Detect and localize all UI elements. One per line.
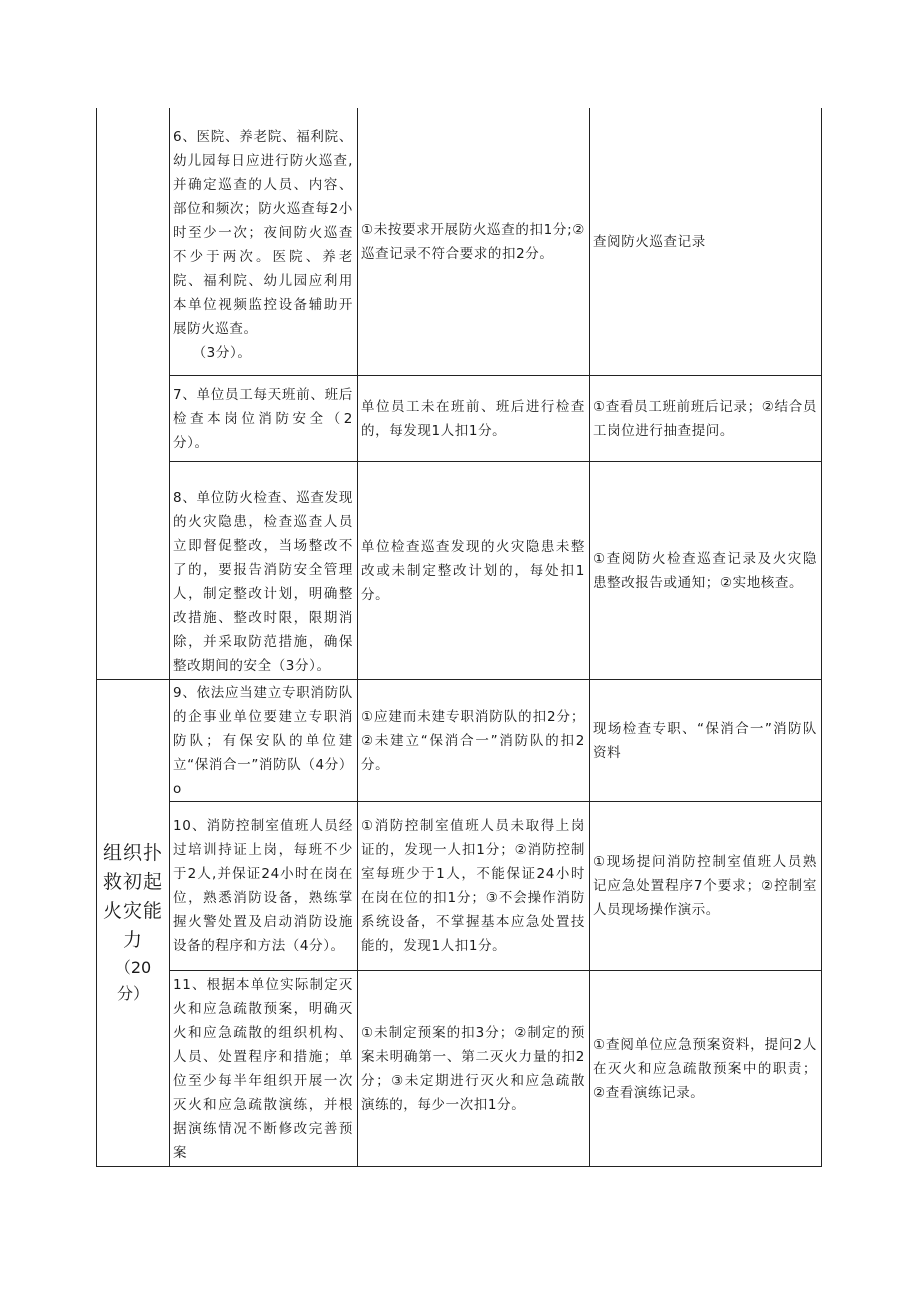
category-cell xyxy=(97,680,169,1166)
table-row-item: 10、消防控制室值班人员经过培训持证上岗，每班不少于2人,并保证24小时在岗在位，熟悉消防设备，熟练掌握火警处置及启动消防设施设备的程序和方法（4分）。 xyxy=(173,818,353,954)
table-row-item: 6、医院、养老院、福利院、幼儿园每日应进行防火巡查,并确定巡查的人员、内容、部位和频次；防火巡查每2小时至少一次；夜间防火巡查不少于两次。医院、养老院、福利院、幼儿园应利用本单位视频监控设备辅助开展防火巡查。 （3分）。 xyxy=(173,128,353,361)
assessment-table xyxy=(96,108,822,1167)
table-row-item: 7、单位员工每天班前、班后检查本岗位消防安全（2分）。 xyxy=(173,386,353,451)
table-row-item: 11、根据本单位实际制定灭火和应急疏散预案，明确灭火和应急疏散的组织机构、人员、处置程序和措施；单位至少每半年组织开展一次灭火和应急疏散演练，并根据演练情况不断修改完善预案 xyxy=(173,976,353,1161)
table-row-deduction: ①未按要求开展防火巡查的扣1分;②巡查记录不符合要求的扣2分。 xyxy=(361,221,585,262)
table-border-bottom xyxy=(96,1166,822,1167)
table-row-method: 查阅防火巡查记录 xyxy=(593,233,706,250)
table-row-method: ①查阅防火检查巡查记录及火灾隐患整改报告或通知；②实地核查。 xyxy=(593,550,817,591)
table-row-method: ①现场提问消防控制室值班人员熟记应急处置程序7个要求；②控制室人员现场操作演示。 xyxy=(593,854,817,918)
table-row-item: 9、依法应当建立专职消防队的企事业单位要建立专职消防队；有保安队的单位建立“保消合一”消防队（4分）o xyxy=(173,684,353,797)
table-row-deduction: ①消防控制室值班人员未取得上岗证的，发现一人扣1分；②消防控制室每班少于1人，不能保证24小时在岗在位的扣1分；③不会操作消防系统设备，不掌握基本应急处置技能的，发现1人扣1分。 xyxy=(361,818,585,954)
table-row-method: 现场检查专职、“保消合一”消防队资料 xyxy=(593,720,817,761)
table-row-method: ①查阅单位应急预案资料，提问2人在灭火和应急疏散预案中的职责；②查看演练记录。 xyxy=(593,1036,817,1101)
table-row-deduction: ①未制定预案的扣3分；②制定的预案未明确第一、第二灭火力量的扣2分；③未定期进行灭火和应急疏散演练的，每少一次扣1分。 xyxy=(361,1024,585,1113)
category-score: （20分） xyxy=(114,958,152,1003)
table-row-deduction: 单位员工未在班前、班后进行检查的，每发现1人扣1分。 xyxy=(361,398,585,439)
table-border-right xyxy=(821,108,822,1167)
table-row-method: ①查看员工班前班后记录；②结合员工岗位进行抽查提问。 xyxy=(593,398,817,439)
table-row-deduction: ①应建而未建专职消防队的扣2分；②未建立“保消合一”消防队的扣2分。 xyxy=(361,708,585,773)
table-row-item: 8、单位防火检查、巡查发现的火灾隐患，检查巡查人员立即督促整改，当场整改不了的，要报告消防安全管理人，制定整改计划，明确整改措施、整改时限，限期消除，并采取防范措施，确保整改期间的安全（3分）。 xyxy=(173,489,353,674)
table-row-deduction: 单位检查巡查发现的火灾隐患未整改或未制定整改计划的，每处扣1分。 xyxy=(361,538,585,603)
category-title: 组织扑救初起火灾能力 xyxy=(103,842,164,951)
